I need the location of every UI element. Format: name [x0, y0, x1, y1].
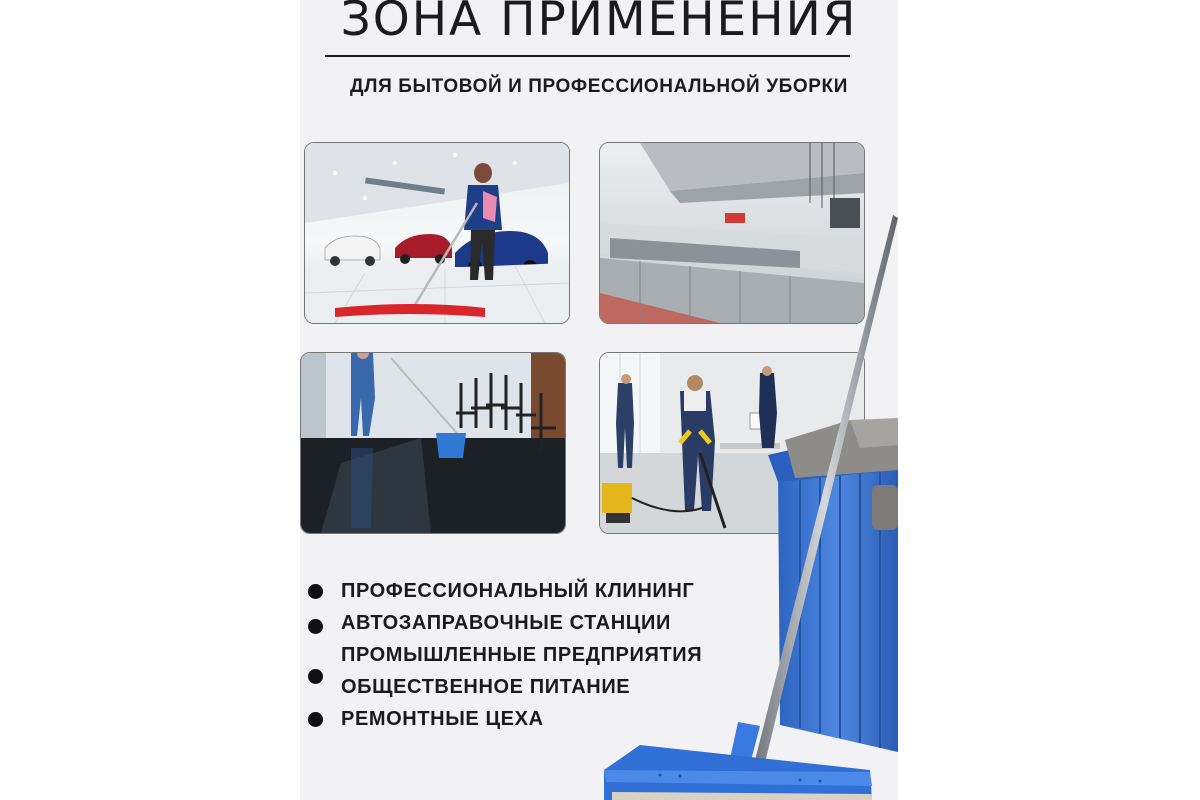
- photo-car-showroom-image: [305, 143, 569, 323]
- list-item: [306, 575, 702, 607]
- photo-office-team-cleaning: [599, 352, 865, 534]
- photo-office-floor-cleaning: [300, 352, 566, 534]
- photo-industrial-kitchen-image: [600, 143, 864, 323]
- list-item-label: ОБЩЕСТВЕННОЕ ПИТАНИЕ: [341, 676, 631, 698]
- list-item: [306, 703, 702, 735]
- page-subtitle: ДЛЯ БЫТОВОЙ И ПРОФЕССИОНАЛЬНОЙ УБОРКИ: [350, 76, 848, 97]
- photo-industrial-kitchen: [599, 142, 865, 324]
- application-list: [306, 575, 702, 735]
- list-item: [306, 639, 702, 671]
- list-item-label: РЕМОНТНЫЕ ЦЕХА: [341, 708, 544, 730]
- list-item-label: ПРОФЕССИОНАЛЬНЫЙ КЛИНИНГ: [341, 580, 695, 602]
- bullet-dot-icon: [308, 669, 323, 684]
- photo-car-showroom: [304, 142, 570, 324]
- list-item-label: АВТОЗАПРАВОЧНЫЕ СТАНЦИИ: [341, 612, 671, 634]
- list-item: [306, 607, 702, 639]
- info-card: [300, 0, 898, 800]
- photo-office-team-cleaning-image: [600, 353, 864, 533]
- list-item-label: ПРОМЫШЛЕННЫЕ ПРЕДПРИЯТИЯ: [341, 644, 703, 666]
- page-title: ЗОНА ПРИМЕНЕНИЯ: [340, 0, 858, 47]
- title-divider: [325, 55, 850, 57]
- bullet-dot-icon: [308, 712, 323, 727]
- bullet-dot-icon: [308, 584, 323, 599]
- list-item: [306, 671, 702, 703]
- bullet-dot-icon: [308, 619, 323, 634]
- photo-office-floor-cleaning-image: [301, 353, 565, 533]
